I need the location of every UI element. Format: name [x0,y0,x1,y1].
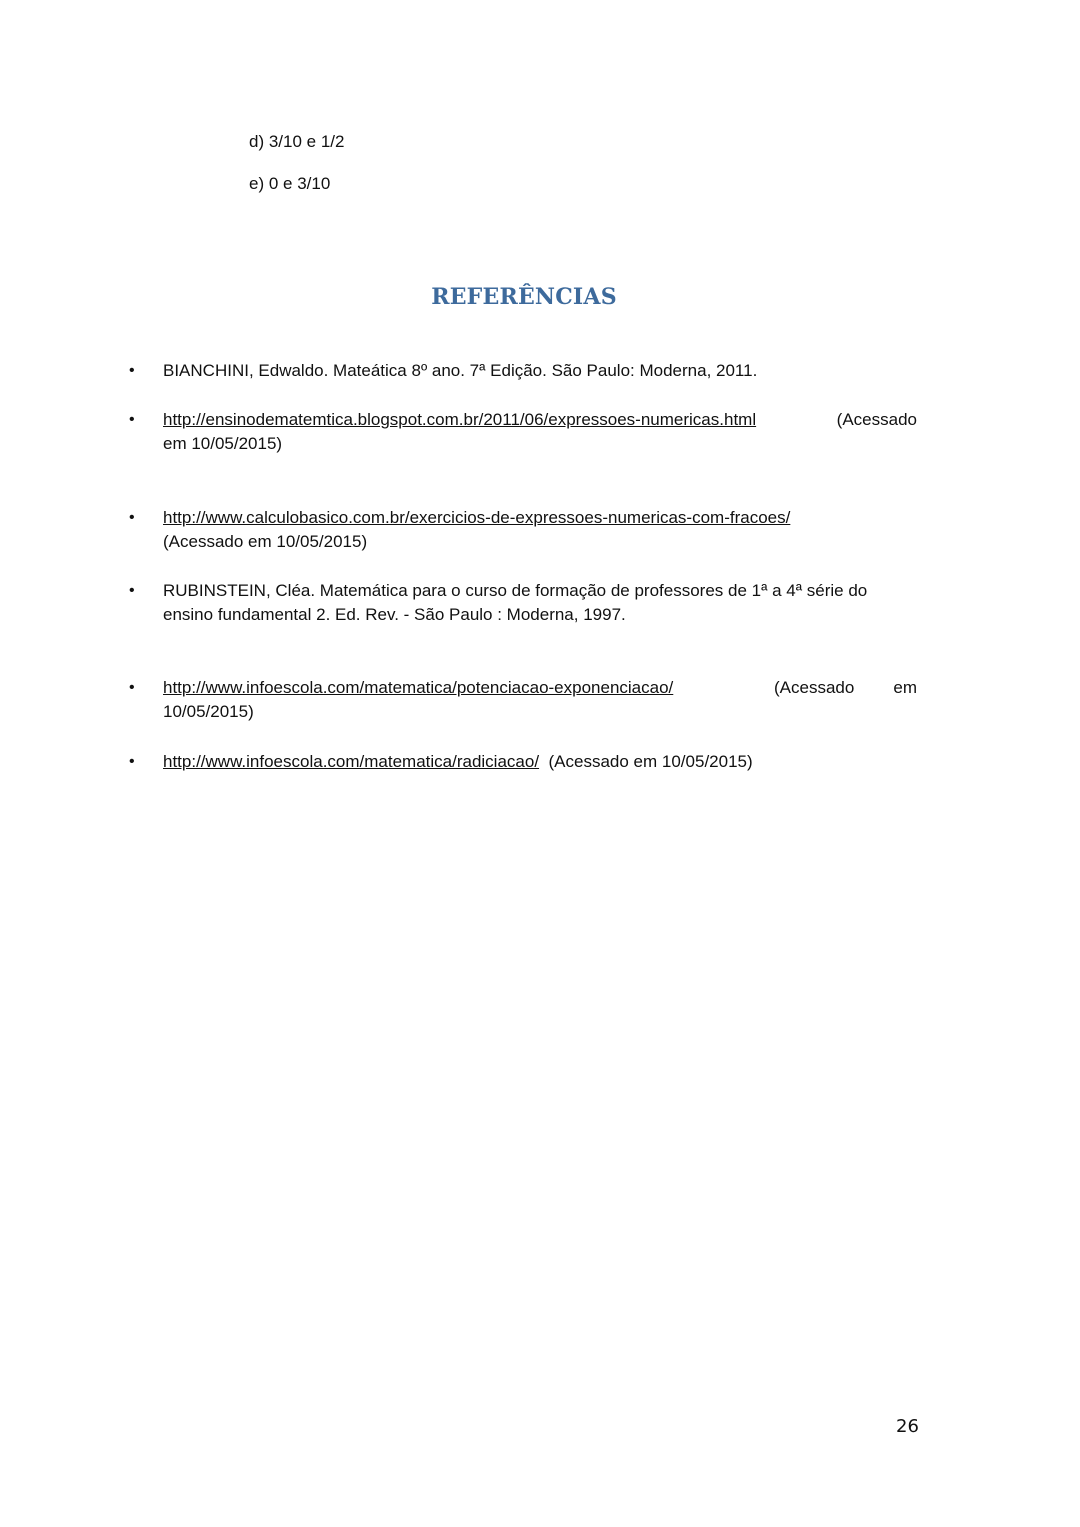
access-note-em: em [893,678,917,697]
access-date: em 10/05/2015) [163,434,283,453]
reference-item [129,750,917,774]
bullet-icon: • [129,362,135,379]
reference-item [129,506,917,554]
bullet-icon: • [129,679,135,696]
bullet-icon: • [129,582,135,599]
reference-item [129,676,917,724]
bullet-icon: • [129,411,135,428]
reference-text: BIANCHINI, Edwaldo. Mateática 8º ano. 7ª Edição. São Paulo: Moderna, 2011. [163,361,758,380]
reference-text-line2: ensino fundamental 2. Ed. Rev. - São Paulo : Moderna, 1997. [163,605,626,624]
reference-item [129,359,917,383]
answer-option-e: e) 0 e 3/10 [249,174,331,193]
bullet-icon: • [129,509,135,526]
reference-link[interactable]: http://www.infoescola.com/matematica/radiciacao/ [163,752,540,771]
reference-item [129,408,917,456]
reference-text-line1: RUBINSTEIN, Cléa. Matemática para o curso de formação de professores de 1ª a 4ª série do [163,581,868,600]
section-title: REFERÊNCIAS [431,284,617,310]
reference-link[interactable]: http://www.calculobasico.com.br/exercicios-de-expressoes-numericas-com-fracoes/ [163,508,791,527]
reference-link[interactable]: http://www.infoescola.com/matematica/potenciacao-exponenciacao/ [163,678,674,697]
access-note: (Acessado em 10/05/2015) [163,532,368,551]
access-note: (Acessado [836,410,917,429]
access-date: 10/05/2015) [163,702,254,721]
access-note: (Acessado [774,678,855,697]
reference-item [129,579,917,627]
reference-link[interactable]: http://ensinodematemtica.blogspot.com.br/2011/06/expressoes-numericas.html [163,410,757,429]
answer-option-d: d) 3/10 e 1/2 [249,132,345,151]
bullet-icon: • [129,753,135,770]
access-note: (Acessado em 10/05/2015) [548,752,753,771]
page-number: 26 [896,1416,919,1437]
